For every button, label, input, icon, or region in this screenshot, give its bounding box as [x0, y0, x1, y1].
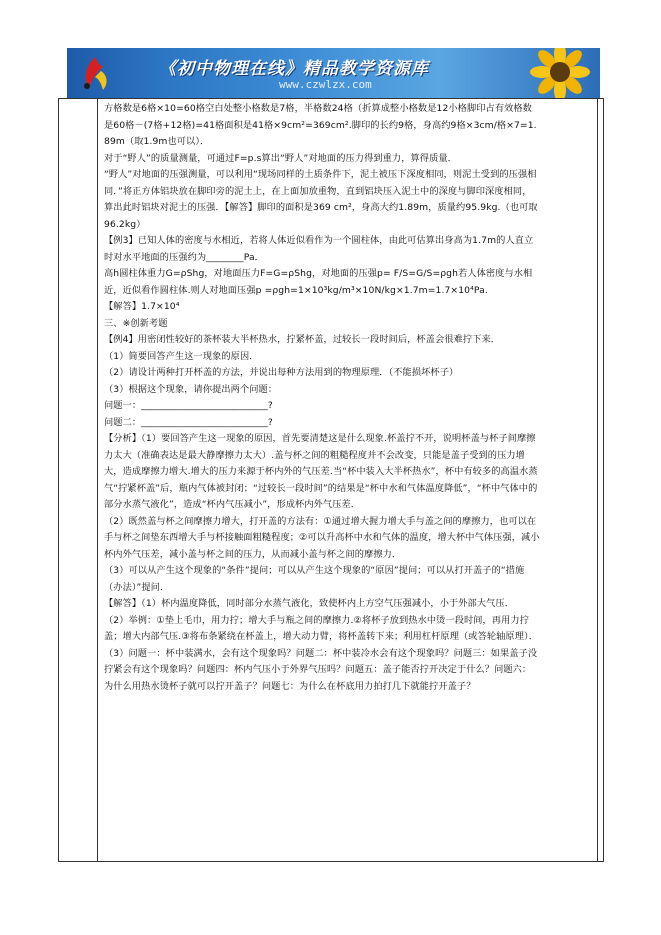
paragraph: 高h圆柱体重力G=ρShg，对地面压力F=G=ρShg，对地面的压强p= F/S=G/S=ρgh若人体密度与水相近，近似看作圆柱体.则人对地面压强p =ρgh=1×10³kg/m³×10N/kg×1.7m=1.7×10⁴Pa.: [104, 268, 533, 296]
paragraph: （3）问题一：杯中装满水，会有这个现象吗？问题二：杯中装冷水会有这个现象吗？问题三：如果盖子没拧紧会有这个现象吗？问题四：杯内气压小于外界气压吗？问题五：盖子能否拧开决定于什么？问题六：为什么用热水烫杯子就可以拧开盖子？问题七：为什么在杯底用力拍打几下就能拧开盖子？: [104, 647, 538, 692]
paragraph: 问题一：___________________________?: [104, 400, 273, 411]
paragraph: 【解答】1.7×10⁴: [104, 301, 180, 312]
paragraph: （3）可以从产生这个现象的“条件”提问；可以从产生这个现象的“原因”提问；可以从打开盖子的“措施（办法）”提问．: [104, 565, 525, 593]
paragraph: 对于“野人”的质量测量，可通过F=p.s算出“野人”对地面的压力得到重力，算得质量．: [104, 152, 457, 164]
banner-url[interactable]: www.czwlzx.com: [279, 78, 372, 91]
table-right-column: [597, 99, 603, 861]
paragraph: 问题二：___________________________?: [104, 416, 273, 428]
section-heading: 三、※创新考题: [104, 317, 168, 329]
paragraph: 【分析】（1）要回答产生这一现象的原因，首先要清楚这是什么现象.杯盖拧不开，说明杯盖与杯子间摩擦力太大（准确表达是最大静摩擦力太大）.盖与杯之间的粗糙程度并不会改变，只能是盖子受到的压力增大，造成摩擦力增大.增大的压力来源于杯内外的气压差.当“杯中装入大半杯热水”，杯中有较多的高温水蒸气“拧紧杯盖”后，瓶内气体被封闭；“过较长一段时间”的结果是“杯中水和气体温度降低”，“杯中气体中的部分水蒸气液化”，造成“杯内气压减小”，形成杯内外气压差．: [104, 433, 538, 510]
paragraph: （2）举例：①垫上毛巾，用力拧；增大手与瓶之间的摩擦力.②将杯子放到热水中烫一段时间，再用力拧盖；增大内部气压.③将布条紧绕在杯盖上，增大动力臂，将杯盖转下来；利用杠杆原理（或答轮轴原理）．: [104, 614, 538, 642]
paragraph: 方格数是6格×10=60格空白处整小格数是7格，半格数24格（折算成整小格数是12小格脚印占有效格数是60格－(7格+12格)=41格面积是41格×9cm²=369cm².脚印的长约9格，身高约9格×3cm/格×7=1.89m（取1.9m也可以）．: [104, 103, 537, 147]
paragraph: “野人”对地面的压强测量，可以利用“现场同样的土质条件下，泥土被压下深度相同，则泥土受到的压强相同．”将正方体铝块放在脚印旁的泥土上，在上面加放重物，直到铝块压入泥土中的深度与脚印深度相同，算出此时铝块对泥土的压强．【解答】脚印的面积是369 cm²，身高大约1.89m，质量约95.9kg.（也可取96.2kg）: [104, 169, 538, 230]
header-banner: [67, 48, 600, 98]
banner-title: 《初中物理在线》精品教学资源库: [159, 59, 429, 79]
paragraph: （2）既然盖与杯之间摩擦力增大，打开盖的方法有：①通过增大握力增大手与盖之间的摩擦力，也可以在手与杯之间垫东西增大手与杯接触面粗糙程度；②可以升高杯中水和气体的温度，增大杯中气体压强，减小杯内外气压差，减小盖与杯之间的压力，从而减小盖与杯之间的摩擦力．: [104, 515, 540, 560]
paragraph: 【例4】用密闭性较好的茶杯装大半杯热水，拧紧杯盖，过较长一段时间后，杯盖会很难拧下来．: [104, 334, 501, 345]
site-logo-icon: [75, 53, 115, 93]
paragraph: 【解答】（1）杯内温度降低，同时部分水蒸气液化，致使杯内上方空气压强减小，小于外部大气压．: [104, 598, 514, 609]
paragraph: （2）请设计两种打开杯盖的方法，并说出每种方法用到的物理原理．（不能损坏杯子）: [104, 367, 459, 378]
table-left-column: [59, 99, 98, 861]
paragraph: （1）简要回答产生这一现象的原因．: [104, 350, 259, 362]
paragraph: 【例3】已知人体的密度与水相近，若将人体近似看作为一个圆柱体，由此可估算出身高为1.7m的人直立时对水平地面的压强约为________Pa．: [104, 235, 534, 263]
paragraph: （3）根据这个现象，请你提出两个问题：: [104, 383, 278, 395]
sunflower-icon: [520, 48, 590, 98]
document-body: [104, 101, 540, 695]
